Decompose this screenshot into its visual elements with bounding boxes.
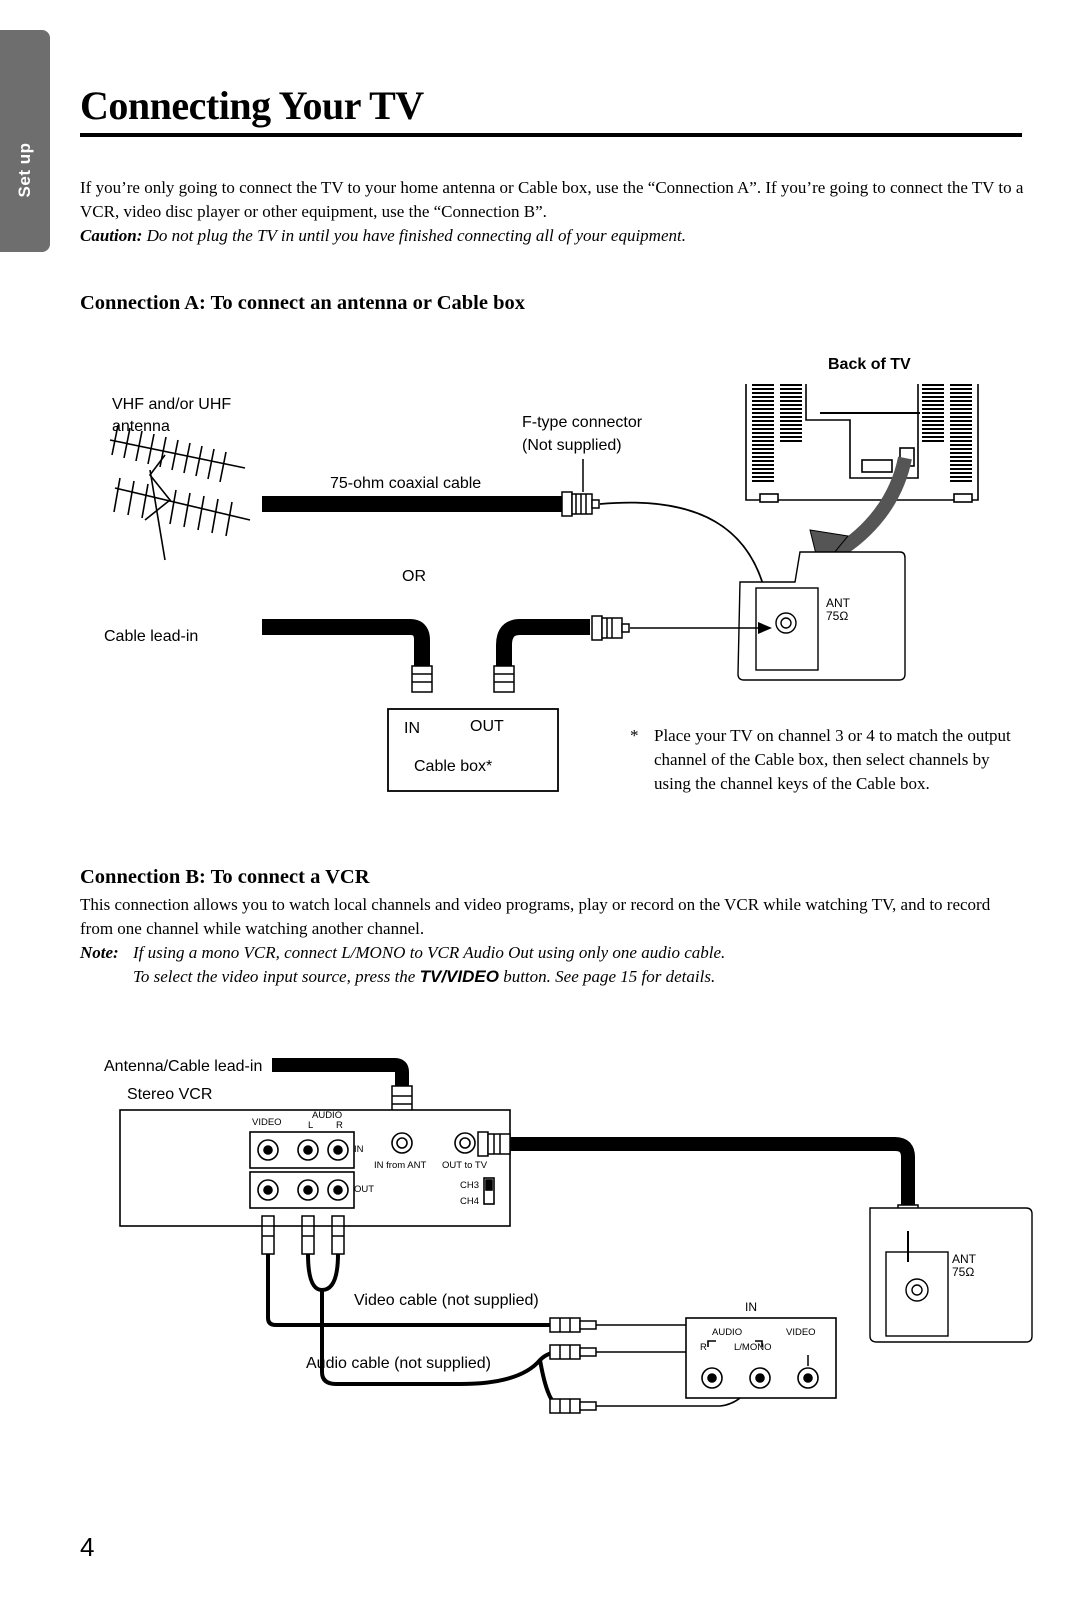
vcr-ch4-label: CH4 <box>460 1196 480 1207</box>
ant-jack-panel-b <box>870 1208 1032 1342</box>
connection-a-heading: Connection A: To connect an antenna or Cable box <box>80 292 525 314</box>
ftype-label-line2: (Not supplied) <box>522 437 622 454</box>
connection-b-heading: Connection B: To connect a VCR <box>80 866 370 888</box>
vcr-video-label: VIDEO <box>252 1117 282 1128</box>
ant-jack-panel-a <box>738 552 905 680</box>
note-line-2 <box>133 965 1023 989</box>
tv-lmono-label: L/MONO <box>734 1342 772 1353</box>
back-of-tv-label: Back of TV <box>828 356 911 373</box>
f-type-connector-icon <box>562 492 599 516</box>
vcr-audio-label: AUDIO <box>312 1110 343 1121</box>
ant-label-a: ANT <box>826 596 850 610</box>
vcr-ch3-label: CH3 <box>460 1180 480 1191</box>
cable-box-label: Cable box* <box>414 758 493 775</box>
note-line-1 <box>80 941 1025 965</box>
antenna-cable-lead-in-label: Antenna/Cable lead-in <box>104 1058 263 1075</box>
section-tab-label: Set up <box>15 142 34 198</box>
note-text-2-post: button. See page 15 for details. <box>498 967 716 986</box>
video-cable-label: Video cable (not supplied) <box>354 1292 539 1309</box>
page-title: Connecting Your TV <box>80 83 424 128</box>
ant-label-b: ANT <box>952 1252 976 1266</box>
caution-label: Caution: <box>80 226 143 245</box>
antenna-label-line1: VHF and/or UHF <box>112 396 232 413</box>
intro-paragraph: If you’re only going to connect the TV to your home antenna or Cable box, use the “Connection A”. If you’re going to connect the TV to a VCR, video disc player or other equipment, use the “Connection B”. <box>80 178 1024 221</box>
cable-lead-in-label: Cable lead-in <box>104 628 199 645</box>
note-text-1: If using a mono VCR, connect L/MONO to VCR Audio Out using only one audio cable. <box>133 943 726 962</box>
vcr-r-label: R <box>336 1120 343 1131</box>
cable-box-in-label: IN <box>404 720 420 737</box>
or-label: OR <box>402 568 426 585</box>
tv-video-label: VIDEO <box>786 1327 816 1338</box>
vcr-out-label: OUT <box>354 1184 375 1195</box>
footnote-text: Place your TV on channel 3 or 4 to match the output channel of the Cable box, then select channels by using the channel keys of the Cable box. <box>654 726 1011 793</box>
antenna-label-line2: antenna <box>112 418 170 435</box>
connection-b-body: This connection allows you to watch local channels and video programs, play or record on the VCR while watching TV, and to record from one channel while watching another channel. <box>80 895 991 938</box>
ftype-label-line1: F-type connector <box>522 414 643 431</box>
vcr-antenna-connector <box>392 1086 412 1112</box>
audio-cable-label: Audio cable (not supplied) <box>306 1355 492 1372</box>
note-text-2-pre: To select the video input source, press the <box>133 967 420 986</box>
tv-r-label: R <box>700 1342 707 1353</box>
vcr-out-to-tv-label: OUT to TV <box>442 1160 488 1171</box>
caution-text: Do not plug the TV in until you have finished connecting all of your equipment. <box>142 226 686 245</box>
ohm-label-b: 75Ω <box>952 1265 975 1279</box>
ohm-label-a: 75Ω <box>826 609 849 623</box>
page-number: 4 <box>80 1532 95 1562</box>
rca-plugs-vcr <box>262 1216 344 1254</box>
antenna-icon <box>110 425 250 560</box>
rca-plugs-tv <box>550 1318 596 1413</box>
vcr-in-from-ant-label: IN from ANT <box>374 1160 427 1171</box>
cable-box-out-label: OUT <box>470 718 504 735</box>
stereo-vcr-label: Stereo VCR <box>127 1086 213 1103</box>
tv-video-key: TV/VIDEO <box>419 967 499 986</box>
tv-in-label: IN <box>745 1300 757 1314</box>
tv-audio-label: AUDIO <box>712 1327 743 1338</box>
note-label: Note: <box>80 943 119 962</box>
vcr-in-label: IN <box>354 1144 364 1155</box>
tv-back-illustration <box>746 384 978 502</box>
coax-cable-label: 75-ohm coaxial cable <box>330 475 482 492</box>
vcr-l-label: L <box>308 1120 314 1131</box>
footnote-star: * <box>630 726 639 745</box>
vcr-out-connector <box>478 1132 510 1156</box>
coaxial-cable <box>262 496 562 512</box>
